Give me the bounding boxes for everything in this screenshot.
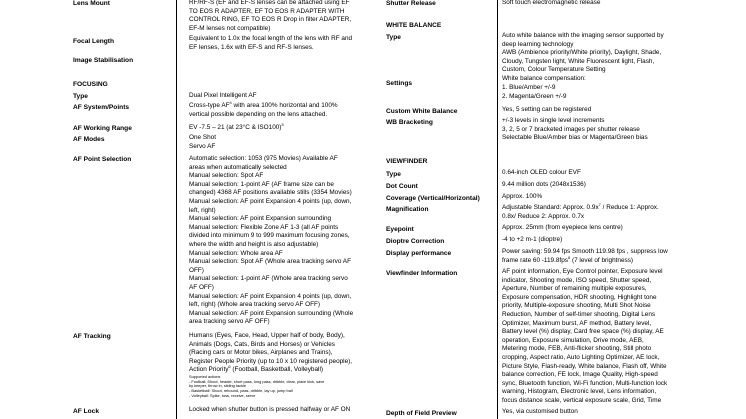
vf-type-label: Type [386,171,401,178]
display-performance-value: Power saving: 59.94 fps Smooth 119.98 fps , suppress low frame rate 60 -119.8fps$^8$ (7 level of brightness) [502,248,668,264]
image-stabilisation-label: Image Stabilisation [73,57,134,64]
left-column-divider [176,0,177,419]
af-system-label: AF System/Points [73,104,130,111]
wb-type-value: Auto white balance with the imaging sensor supported by deep learning technology AWB (Ambience priority/White priority), Daylight, Shade, Cloudy, Tungsten light, White Fluorescent light, Flash, Custom, Colour Temperature Setting White balance compensation: [502,32,664,82]
af-lock-value: Locked when shutter button is pressed halfway or AF ON [189,406,351,413]
depth-of-field-preview-value: Yes, via customised button [502,408,578,415]
af-point-selection-label: AF Point Selection [73,156,132,163]
af-lock-label: AF Lock [73,408,100,415]
af-point-selection-value: Automatic selection: 1053 (975 Movies) Available AF areas when automatically selected Manual selection: Spot AF Manual selection: 1-point AF (AF frame size can be changed) 4368 AF positions available stills (3354 Movies) Manual selection: AF point Expansion 4 points (up, down, left, right) Manual selection: AF point Expansion surrounding Manual selection: Flexible Zone AF 1-3 (all AF points divided into minimum 9 to 999 maximum focusing zones, where the width and height is also adjustable) Manual selection: Whole area AF Manual selection: Spot AF (Whole area tracking servo AF OFF) Manual selection: 1-point AF (Whole area tracking servo AF OFF) Manual selection: AF point Expansion 4 points (up, down, left, right) (Whole area tracking servo AF OFF) Manual selection: AF point Expansion surrounding (Whole area tracking servo AF OFF) [189,155,354,326]
af-type-label: Type [73,93,88,100]
wb-type-label: Type [386,34,401,41]
af-tracking-value: Humans (Eyes, Face, Head, Upper half of body, Body), Animals (Dogs, Cats, Birds and Horses) or Vehicles (Racing cars or Motor bikes, Airplanes and Trains), Register People Priority (up to 10 x 10 registered people), Action Priority$^6$ (Football, Basketball, Volleyball) Supported actions - Football: Shoot, header, short pass, long pass, dribble, clear, place kick, save by keeper, throw in, sliding tackle - Basketball: Shoot, rebound, pass, dribble, lay up, jump ball - Volleyball: Spike, toss, receive, serve [189,332,353,398]
af-tracking-label: AF Tracking [73,333,111,340]
dioptre-correction-value: -4 to +2 m-1 (dioptre) [502,236,563,243]
settings-value: 1. Blue/Amber +/-9 2. Magenta/Green +/-9 [502,84,567,100]
af-modes-value: One Shot Servo AF [189,134,217,150]
coverage-label: Coverage (Vertical/Horizontal) [386,195,480,202]
shutter-release-value: Soft touch electromagnetic release [502,0,601,6]
viewfinder-information-value: AF point information, Eye Control pointer, Exposure level indicator, Shooting mode, ISO speed, Shutter speed, Aperture, Number of remaining multiple exposures, Exposure compensation, HDR shooting, Highlight tone priority, Multiple-exposure shooting, Multi Shot Noise Reduction, Number of self-timer shooting, Digital Lens Optimizer, Maximum burst, AF method, Battery level, Battery level (%) display, Card free space (%) display, AE operation, Exposure simulation, Drive mode, AEB, Metering mode, FEB, Anti-flicker shooting, Still photo cropping, Aspect ratio, Auto Lighting Optimizer, AE lock, Picture Style, Flash-ready, White balance, Flash off, White balance correction, FE lock, Image Quality, High-speed sync, Bluetooth function, Wi-Fi function, Multi-function lock warning, Histogram, Electronic level, Lens information, focus distance scale, vertical exposure scale, Grid, Time [502,268,668,404]
white-balance-section-header: WHITE BALANCE [386,22,442,29]
af-type-value: Dual Pixel Intelligent AF [189,92,257,99]
focusing-section-header: FOCUSING [73,81,108,88]
depth-of-field-preview-label: Depth of Field Preview [386,410,457,417]
af-modes-label: AF Modes [73,136,105,143]
custom-wb-value: Yes, 5 setting can be registered [502,106,592,113]
viewfinder-information-label: Viewfinder Information [386,270,458,277]
shutter-release-label: Shutter Release [386,0,436,7]
magnification-value: Adjustable Standard: Approx. $0.9x^7$ / Reduce 1: Approx. 0.8x/ Reduce 2: Approx. 0.7x [502,201,659,220]
display-performance-label: Display performance [386,250,452,257]
lens-mount-value: RF/RF-S (EF and EF-S lenses can be attached using EF TO EOS R ADAPTER, EF TO EOS R ADAPTER WITH CONTROL RING, EF TO EOS R Drop in filter ADAPTER, EF-M lenses not compatible) [189,0,352,32]
dioptre-correction-label: Dioptre Correction [386,238,445,245]
magnification-label: Magnification [386,206,429,213]
viewfinder-section-header: VIEWFINDER [386,158,428,165]
custom-wb-label: Custom White Balance [386,108,458,115]
focal-length-label: Focal Length [73,38,115,45]
settings-label: Settings [386,80,413,87]
vf-type-value: 0.64-inch OLED colour EVF [502,169,581,176]
wb-bracketing-value: +/-3 levels in single level increments 3, 2, 5 or 7 bracketed images per shutter release Selectable Blue/Amber bias or Magenta/Green bias [502,117,648,142]
af-working-range-value: EV -7.5 – 21 (at 23°C & ISO100)$^5$ [189,121,284,131]
af-working-range-label: AF Working Range [73,125,132,132]
lens-mount-label: Lens Mount [73,0,110,7]
dot-count-value: 9.44 million dots (2048x1536) [502,181,586,188]
dot-count-label: Dot Count [386,183,418,190]
af-system-value: Cross-type $AF^4$ with area 100% horizontal and 100% vertical possible depending on the lens attached. [189,99,338,118]
eyepoint-label: Eyepoint [386,226,414,233]
right-column-divider [497,0,498,419]
coverage-value: Approx. 100% [502,193,543,200]
eyepoint-value: Approx. 25mm (from eyepiece lens centre) [502,224,623,231]
focal-length-value: Equivalent to 1.0x the focal length of the lens with RF and EF lenses, 1.6x with EF-S and RF-S lenses. [189,35,353,51]
wb-bracketing-label: WB Bracketing [386,119,433,126]
